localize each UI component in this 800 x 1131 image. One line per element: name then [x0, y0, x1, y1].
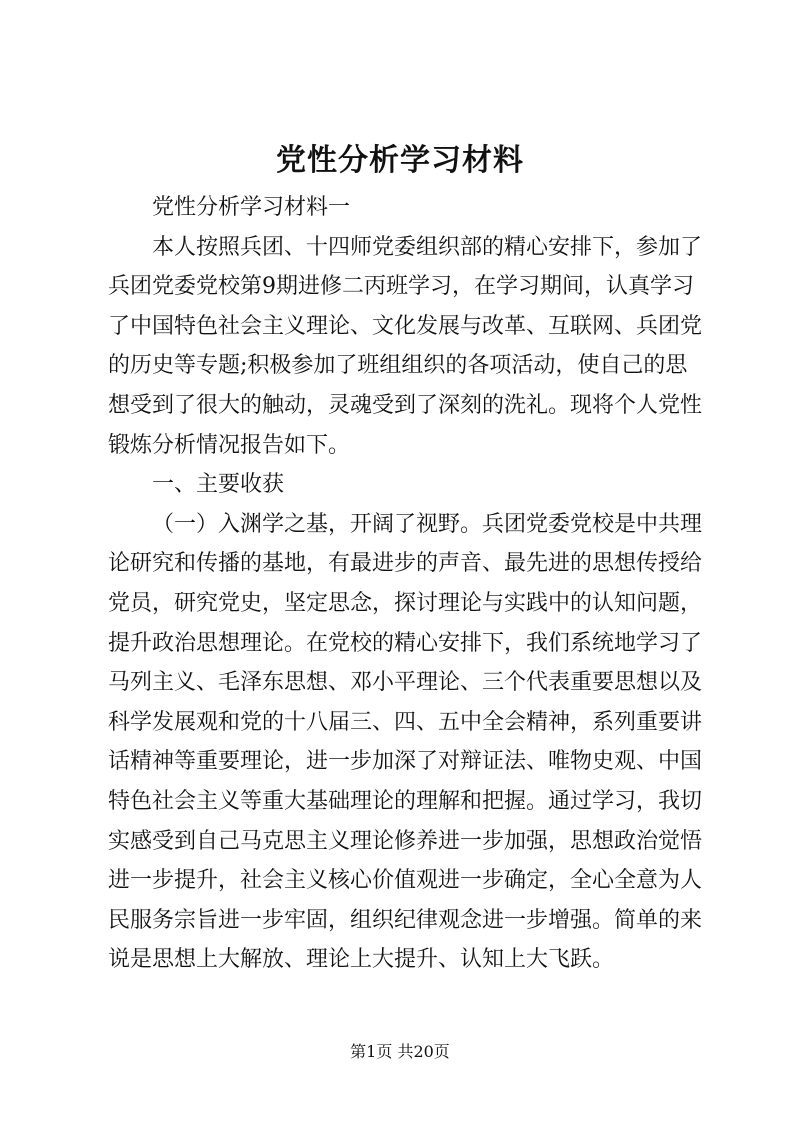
section-heading-main-gains: 一、主要收获 — [152, 472, 285, 498]
section-subtitle: 党性分析学习材料一 — [152, 195, 351, 220]
page-number-footer: 第1页 共20页 — [350, 1042, 450, 1061]
paragraph-gain-one: （一）入渊学之基，开阔了视野。兵团党委党校是中共理论研究和传播的基地，有最进步的声音、最先进的思想传授给党员，研究党史，坚定思念，探讨理论与实践中的认知问题，提升政治思想理论。在党校的精心安排下，我们系统地学习了马列主义、毛泽东思想、邓小平理论、三个代表重要思想以及科学发展观和党的十八届三、四、五中全会精神，系列重要讲话精神等重要理论，进一步加深了对辩证法、唯物史观、中国特色社会主义等重大基础理论的理解和把握。通过学习，我切实感受到自己马克思主义理论修养进一步加强，思想政治觉悟进一步提升，社会主义核心价值观进一步确定，全心全意为人民服务宗旨进一步牢固，组织纪律观念进一步增强。简单的来说是思想上大解放、理论上大提升、认知上大飞跃。 — [108, 511, 703, 973]
document-title: 党性分析学习材料 — [276, 143, 524, 178]
paragraph-intro: 本人按照兵团、十四师党委组织部的精心安排下，参加了兵团党委党校第9期进修二丙班学习，在学习期间，认真学习了中国特色社会主义理论、文化发展与改革、互联网、兵团党的历史等专题;积极参加了班组组织的各项活动，使自己的思想受到了很大的触动，灵魂受到了深刻的洗礼。现将个人党性锻炼分析情况报告如下。 — [108, 234, 703, 458]
document-body — [108, 188, 708, 980]
